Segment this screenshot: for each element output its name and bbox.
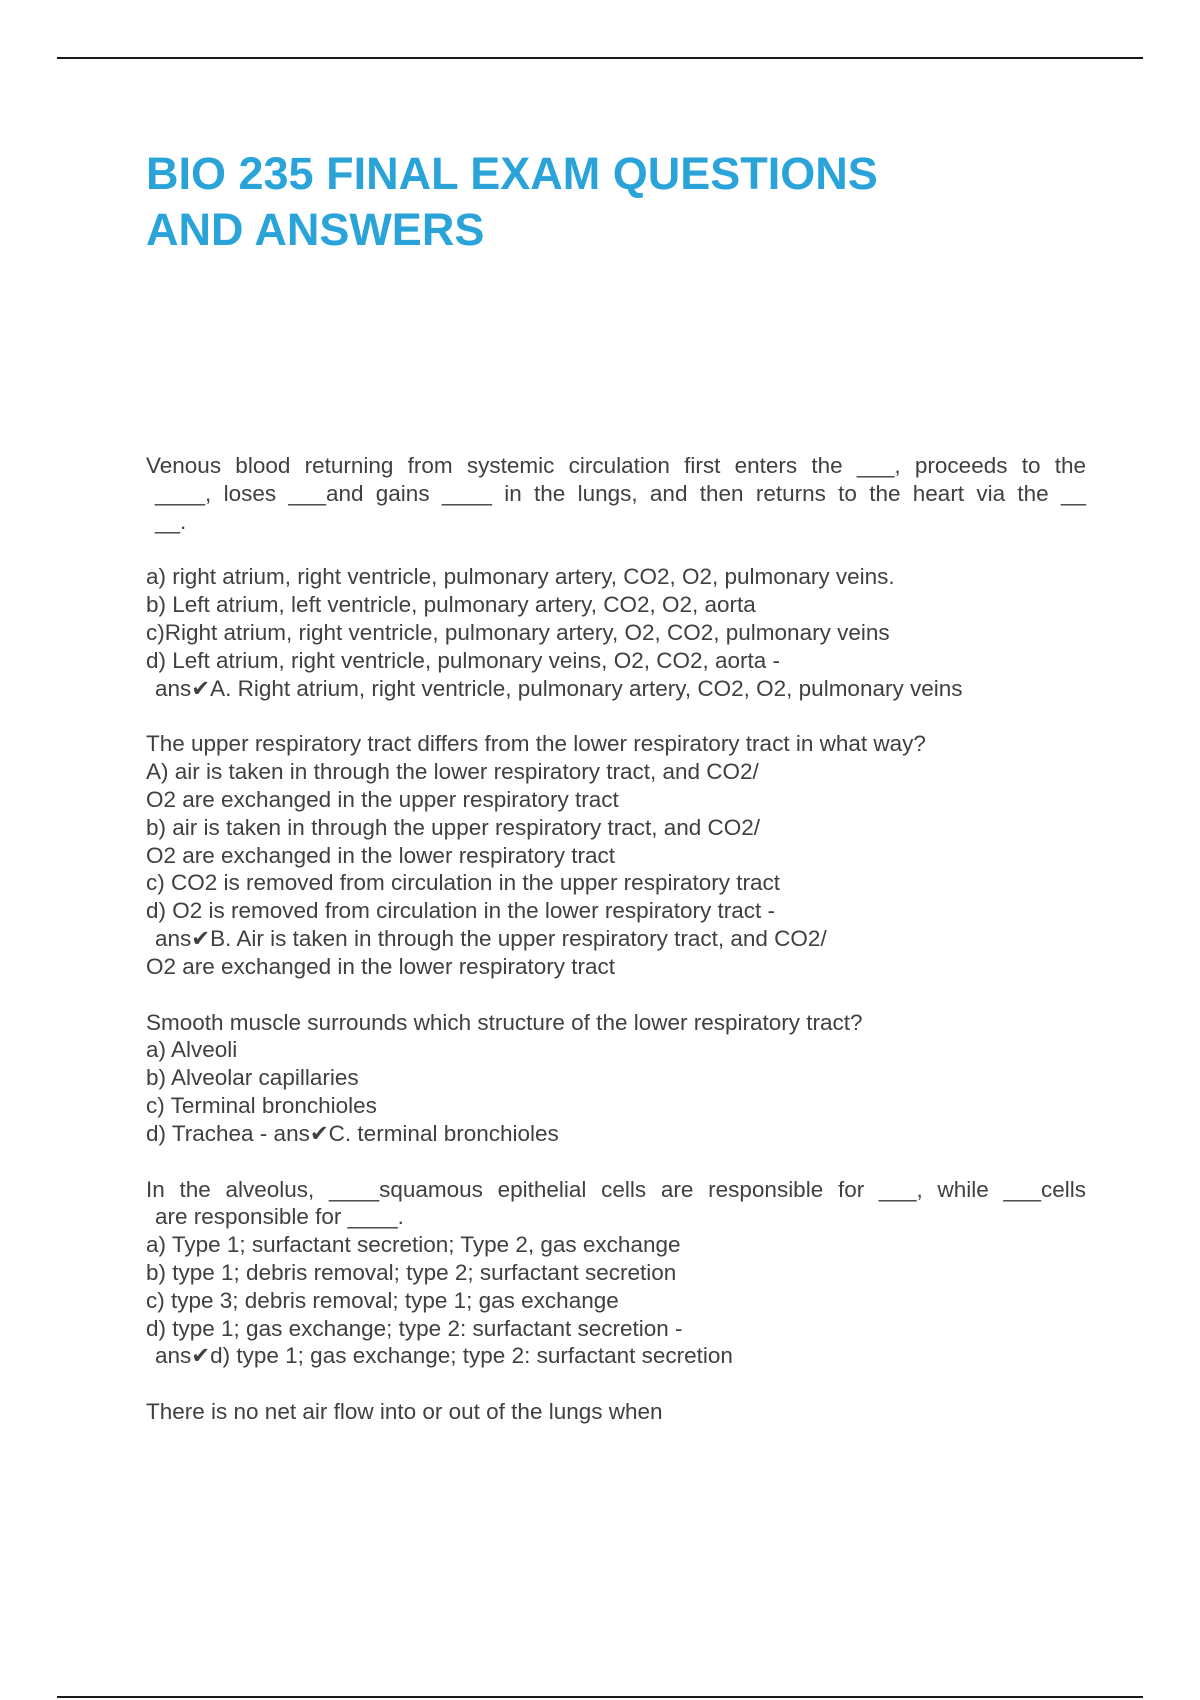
answer-option: b) Alveolar capillaries: [146, 1065, 359, 1091]
title-line-1: BIO 235 FINAL EXAM QUESTIONS: [146, 148, 878, 199]
question-block-2: [146, 730, 1086, 980]
answer-option: d) Left atrium, right ventricle, pulmonary veins, O2, CO2, aorta -: [146, 647, 780, 673]
correct-answer: ans✔d) type 1; gas exchange; type 2: surfactant secretion: [155, 1343, 733, 1369]
question-text-line: ____, loses ___and gains ____ in the lungs, and then returns to the heart via the __: [155, 480, 1086, 506]
answer-option: A) air is taken in through the lower respiratory tract, and CO2/: [146, 759, 759, 785]
question-text-line: There is no net air flow into or out of the lungs when: [146, 1399, 663, 1425]
answer-option: d) type 1; gas exchange; type 2: surfactant secretion -: [146, 1315, 683, 1341]
correct-answer: ans✔A. Right atrium, right ventricle, pulmonary artery, CO2, O2, pulmonary veins: [155, 675, 963, 701]
answer-option: b) type 1; debris removal; type 2; surfactant secretion: [146, 1259, 677, 1285]
question-block-4: [146, 1176, 1086, 1371]
correct-answer: O2 are exchanged in the lower respiratory tract: [146, 953, 615, 979]
question-block-5: [146, 1398, 1086, 1426]
correct-answer: ans✔B. Air is taken in through the upper respiratory tract, and CO2/: [155, 925, 827, 951]
answer-option: O2 are exchanged in the upper respiratory tract: [146, 786, 619, 812]
answer-option: a) Alveoli: [146, 1037, 238, 1063]
answer-option: b) Left atrium, left ventricle, pulmonary artery, CO2, O2, aorta: [146, 592, 756, 618]
title-line-2: AND ANSWERS: [146, 204, 485, 255]
question-text-line: Venous blood returning from systemic circulation first enters the ___, proceeds to the: [146, 453, 1086, 478]
question-block-3: [146, 1009, 1086, 1148]
answer-option: a) Type 1; surfactant secretion; Type 2, gas exchange: [146, 1232, 681, 1258]
answer-option: a) right atrium, right ventricle, pulmonary artery, CO2, O2, pulmonary veins.: [146, 564, 895, 590]
answer-option: c) CO2 is removed from circulation in the upper respiratory tract: [146, 870, 780, 896]
answer-option: O2 are exchanged in the lower respiratory tract: [146, 842, 615, 868]
question-text-line: __.: [155, 508, 187, 534]
answer-option: c) type 3; debris removal; type 1; gas exchange: [146, 1287, 619, 1313]
answer-option: b) air is taken in through the upper respiratory tract, and CO2/: [146, 814, 761, 840]
question-block-1: [146, 452, 1086, 702]
question-text-line: In the alveolus, ____squamous epithelial cells are responsible for ___, while ___cells: [146, 1176, 1086, 1202]
questions-content: [146, 452, 1086, 1454]
answer-option: c) Terminal bronchioles: [146, 1092, 377, 1118]
spacer: [146, 535, 1086, 563]
answer-option: c)Right atrium, right ventricle, pulmonary artery, O2, CO2, pulmonary veins: [146, 619, 890, 645]
header-rule: [57, 57, 1143, 59]
question-text-line: Smooth muscle surrounds which structure of the lower respiratory tract?: [146, 1009, 863, 1035]
question-text-line: The upper respiratory tract differs from the lower respiratory tract in what way?: [146, 731, 926, 757]
question-text-line: are responsible for ____.: [155, 1204, 404, 1230]
answer-option: d) O2 is removed from circulation in the lower respiratory tract -: [146, 898, 775, 924]
answer-option: d) Trachea - ans✔C. terminal bronchioles: [146, 1120, 559, 1146]
footer-rule: [57, 1696, 1143, 1698]
document-title: [146, 146, 1046, 258]
